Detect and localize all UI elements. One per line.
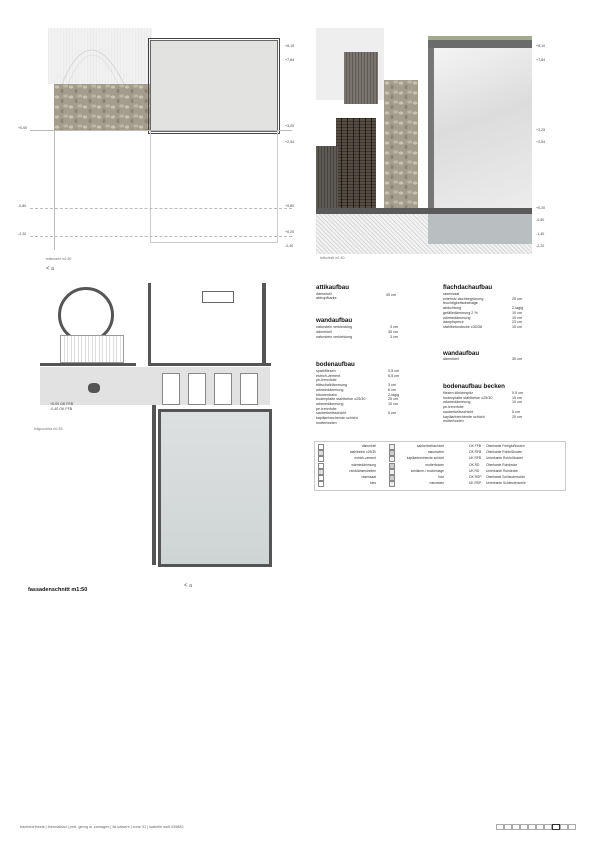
spec-value: 3 cm (390, 325, 398, 329)
legend-label: holz (437, 475, 444, 479)
plan-level-label: +0,00 OK FFB (50, 402, 74, 406)
spec-item: kapillarbrechende schicht (443, 414, 485, 419)
legend-abbr: OK FFB (469, 444, 481, 448)
legend-abbr: OK RFB (469, 450, 482, 455)
spec-item: sauberkeitsschicht (316, 411, 347, 416)
legend-swatch (318, 475, 324, 481)
legend-label: naturstein (429, 481, 444, 486)
spec-value: 2-lagig (512, 306, 524, 311)
drawing-caption: teilansicht m1:50 (46, 257, 72, 261)
spec-title: bodenaufbau becken (443, 383, 505, 390)
pool-basin (428, 214, 532, 244)
legend-swatch (389, 481, 395, 487)
legend-swatch (318, 463, 324, 469)
roof-green (428, 36, 532, 40)
spec-item: trittschalldämmung (316, 383, 347, 388)
legend-label: sauberkeitsschicht (416, 444, 444, 448)
level-label: +2,54 (285, 140, 295, 144)
spec-item: pe-trennfolie (316, 406, 337, 411)
spec-value: 10 cm (512, 395, 523, 400)
level-label: +7,84 (285, 58, 295, 62)
spec-item: pe-trennfolie (443, 405, 464, 410)
level-label: +8,10 (285, 44, 295, 48)
level-label: +8,10 (536, 44, 546, 48)
basement-outline-right (150, 130, 278, 243)
spec-value: 5 cm (388, 411, 396, 416)
person-figure (88, 383, 100, 393)
level-line (30, 130, 292, 131)
spec-item: dämmkeil (316, 330, 332, 334)
legend-desc: Unterkante Schleudersohle (486, 481, 526, 486)
arch-outline (48, 28, 152, 84)
legend-label: stahlbeton c25/30 (349, 450, 376, 455)
spec-item: gefälledämmung 2 % (443, 310, 478, 315)
spec-value: 25 cm (388, 397, 399, 402)
legend-label: schlämm-/ trockenlage (410, 468, 444, 473)
spec-value: 6,5 cm (388, 373, 400, 378)
spec-item: sparkfliesen (316, 369, 336, 373)
spec-value: 30 cm (512, 357, 523, 361)
interior-light (434, 48, 532, 208)
spec-value: 3 cm (388, 383, 396, 388)
spec-item: wärmedämmung (316, 401, 344, 406)
legend-swatch (389, 463, 395, 469)
spec-title: flachdachaufbau (443, 284, 493, 291)
spec-value: 2-lagig (388, 392, 400, 397)
spec-item: dämmkeil (443, 357, 459, 361)
legend-label: kies (370, 481, 376, 486)
level-label: -0,80 (18, 204, 27, 208)
facade-frame (148, 38, 280, 134)
spec-item: bitumenbahn (316, 392, 338, 397)
spec-value: 20 cm (512, 414, 523, 419)
spec-item: extensiv-dachbegrünung (443, 296, 484, 301)
spec-item: estrich-zement (316, 373, 341, 378)
spec-item: rasensaat (443, 292, 460, 296)
level-line (30, 236, 292, 237)
legend-desc: Oberkante Rohdecke (486, 462, 518, 467)
spec-value: 10 cm (512, 400, 523, 405)
spec-value: 3 cm (390, 335, 398, 339)
spec-title: bodenaufbau (316, 361, 355, 368)
level-label: +7,84 (536, 58, 546, 62)
legend-desc: Oberkante Fertigfußboden (486, 444, 525, 448)
spec-item: mutterboden (316, 420, 337, 425)
legend-label: rasensaat (361, 475, 376, 479)
spec-item: sauberkeitsschicht (443, 409, 474, 414)
level-label: -2,20 (18, 232, 27, 236)
spec-value: 15 cm (512, 324, 523, 329)
legend-swatch (318, 456, 324, 462)
level-label: -0,80 (536, 218, 545, 222)
legend-abbr: OK RSP (469, 475, 482, 479)
spec-title: wandaufbau (443, 350, 480, 357)
spec-item: abdichtung (443, 306, 462, 311)
stone-column (384, 80, 418, 210)
spec-value: 5 cm (512, 409, 520, 414)
spec-item: wärmedämmung (316, 387, 344, 392)
legend-abbr: UK RSP (469, 481, 482, 486)
elevation-drawing (40, 28, 280, 258)
spec-item: dampfsperre (443, 320, 464, 325)
spec-item: feuchtigkeitsdrainage (443, 301, 478, 306)
spec-item: mutterboden (443, 419, 464, 424)
legend-label: dämmkeil (361, 444, 376, 448)
drawing-title: fassadenschnitt m1:50 (28, 587, 88, 593)
spec-item: naturstein verkleidung (316, 335, 353, 339)
section-mark: < a (46, 266, 54, 272)
spec-value: 23 cm (512, 320, 523, 325)
legend-desc: Oberkante Rohfußboden (486, 450, 523, 455)
plan-level-label: -0,40 OK FFB (50, 407, 73, 411)
legend-label: kapillarbrechende schicht (406, 456, 444, 461)
spec-item: stahlbetondecke c30/38 (443, 324, 482, 329)
roof-slab (428, 40, 532, 48)
level-label: -1,40 (536, 232, 545, 236)
spec-item: bodenplatte stahlbeton c25/30 (443, 395, 493, 400)
legend-abbr: OK RD (469, 462, 480, 467)
legend-desc: Oberkante Schleudersohle (486, 475, 526, 479)
legend-label: wärmedämmung (351, 462, 376, 467)
plan-wall-bottom-left (152, 405, 156, 565)
level-label: +3,25 (285, 124, 295, 128)
legend-swatch (318, 444, 324, 450)
legend-label: estrich-zement (354, 456, 376, 461)
legend-swatch (389, 475, 395, 481)
legend-swatch (389, 450, 395, 456)
legend-abbr: UK RD (469, 468, 480, 473)
legend-swatch (389, 456, 395, 462)
loungers (162, 373, 258, 405)
spec-value: 10 cm (388, 401, 399, 406)
stone-wall-left (54, 84, 150, 130)
dark-door (316, 146, 338, 208)
spec-title: attikaufbau (316, 284, 350, 291)
spec-value: 30 cm (388, 330, 399, 334)
footer-credits: bachelorthesis | thermalbad | prof. georg w. zamagen | fsi-kaisers | zone 31 | isabelle wolf 039882 (20, 825, 184, 829)
level-label: +0,20 (536, 206, 546, 210)
legend-label: mauerwerk (427, 450, 444, 455)
drawing-caption: teilschnitt m1:50 (320, 256, 345, 260)
section-drawing (316, 28, 532, 256)
spec-value: 0,5 cm (388, 369, 400, 373)
timber-cladding (344, 52, 378, 104)
spec-value: 10 cm (512, 315, 523, 320)
stairs (60, 335, 124, 363)
basement-outline (54, 130, 151, 250)
spec-item: wärmedämmung (443, 315, 471, 320)
plan-wall-right (262, 283, 266, 363)
page-indicator (496, 824, 576, 830)
bench (202, 291, 234, 303)
level-label: +3,25 (536, 128, 546, 132)
legend-swatch (389, 469, 395, 475)
spec-item: pe-trennfolie (316, 378, 337, 383)
legend-swatch (318, 450, 324, 456)
brick-wall (336, 118, 376, 208)
level-label: -0,40 (285, 244, 294, 248)
legend-label: randdämmstreifen (349, 468, 376, 473)
spec-item: kapillarbrechende schicht (316, 416, 358, 420)
legend-label: mutterboden (425, 462, 444, 467)
legend-swatch (318, 481, 324, 487)
level-label: +2,54 (536, 140, 546, 144)
plan-drawing (40, 283, 280, 583)
spec-item: naturstein verkleidung (316, 325, 353, 329)
legend-desc: Unterkante Rohdecke (486, 468, 518, 473)
spec-value: 0,5 cm (512, 391, 524, 395)
spec-item: dämmkeil (316, 292, 332, 296)
level-label: +0,80 (285, 204, 295, 208)
level-label: +0,00 (18, 126, 28, 130)
spec-item: fliesen klinkerspitz (443, 391, 473, 395)
level-line (30, 208, 292, 209)
section-mark: < a (184, 583, 192, 589)
spec-value: 25 cm (512, 296, 523, 301)
spec-item: abtropfkante (316, 296, 337, 300)
drawing-caption: teilgrundriss m1:50 (34, 427, 63, 431)
level-label: -2,20 (536, 244, 545, 248)
legend-swatch (318, 469, 324, 475)
legend-desc: Unterkante Rohfußboden (486, 456, 524, 461)
legend-swatch (389, 444, 395, 450)
spec-item: bodenplatte stahlbeton c25/30 (316, 397, 366, 402)
legend-abbr: UK RFB (469, 456, 482, 461)
spec-value: 10 cm (512, 310, 523, 315)
level-label: +0,20 (285, 230, 295, 234)
spec-title: wandaufbau (316, 317, 353, 324)
pool-water (158, 409, 272, 567)
spec-item: wärmedämmung (443, 400, 471, 405)
spec-value: 6 cm (388, 387, 396, 392)
spec-value: 30 cm (386, 293, 397, 297)
